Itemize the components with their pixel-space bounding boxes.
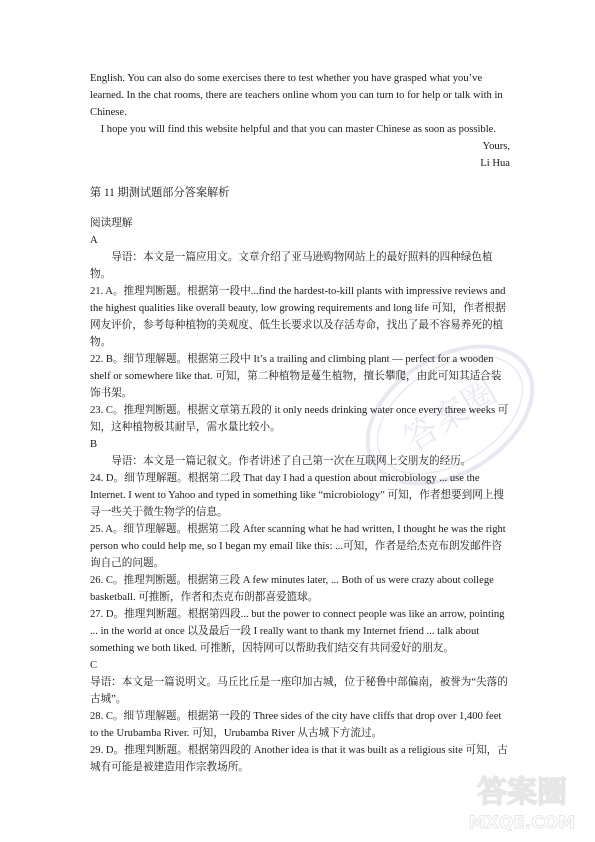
logo-watermark-sub: MXQE.COM — [468, 813, 576, 833]
passage-label-b: B — [90, 439, 98, 450]
passage-c-intro: 导语：本文是一篇说明文。马丘比丘是一座印加古城，位于秘鲁中部偏南，被誉为“失落的古城”。 — [90, 677, 508, 705]
logo-watermark — [462, 768, 588, 834]
letter-closing: Yours, — [482, 141, 510, 152]
answer-item: 25. A。细节理解题。根据第二段 After scanning what he had written, I thought he was the right person who could help me, so I began my email like this: ...可知，作者是给杰克布朗发邮件咨询自己的问题。 — [90, 524, 506, 569]
passage-b-intro: 导语：本文是一篇记叙文。作者讲述了自己第一次在互联网上交朋友的经历。 — [111, 456, 472, 467]
page-content — [90, 70, 510, 776]
answer-item: 27. D。推理判断题。根据第四段... but the power to connect people was like an arrow, pointing ... in the world at once 以及最后一段 I really want to thank my Internet friend ... talk about something we both liked. 可推断，因特网可以帮助我们结交有共同爱好的朋友。 — [90, 609, 505, 654]
answer-item: 28. C。细节理解题。根据第一段的 Three sides of the city have cliffs that drop over 1,400 feet to the Urubamba River. 可知，Urubamba River 从古城下方流过。 — [90, 711, 502, 739]
answer-item: 21. A。推理判断题。根据第一段中...find the hardest-to-kill plants with impressive reviews and the highest qualities like overall beauty, low growing requirements and long life 可知，作者根据网友评价，参考每种植物的美观度、低生长要求以及存活寿命，找出了最不容易养死的植物。 — [90, 286, 506, 348]
logo-watermark-main: 答案圈 — [477, 775, 567, 810]
answer-item: 26. C。推理判断题。根据第三段 A few minutes later, ... Both of us were crazy about college basketball. 可推断，作者和杰克布朗都喜爱篮球。 — [90, 575, 494, 603]
passage-label-c: C — [90, 660, 98, 671]
answer-item: 24. D。细节理解题。根据第二段 That day I had a question about microbiology ... use the Internet. I went to Yahoo and typed in something like “microbiology” 可知，作者想要到网上搜寻一些关于微生物学的信息。 — [90, 473, 504, 518]
answer-item: 22. B。细节理解题。根据第三段中 It’s a trailing and climbing plant — perfect for a wooden shelf or somewhere like that. 可知，第二种植物是蔓生植物，擅长攀爬，由此可知其适合装饰书架。 — [90, 354, 502, 399]
section-heading-reading: 阅读理解 — [90, 218, 133, 229]
letter-paragraph-2: I hope you will find this website helpful and that you can master Chinese as soon as possible. — [100, 124, 497, 135]
letter-paragraph-1: English. You can also do some exercises there to test whether you have grasped what you’ve learned. In the chat rooms, there are teachers online whom you can turn to for help or talk with in Chinese. — [90, 73, 503, 118]
answers-title: 第 11 期测试题部分答案解析 — [90, 187, 230, 199]
letter-signature: Li Hua — [480, 158, 510, 169]
passage-label-a: A — [90, 235, 98, 246]
passage-a-intro: 导语：本文是一篇应用文。文章介绍了亚马逊购物网站上的最好照料的四种绿色植物。 — [90, 252, 493, 280]
answer-item: 29. D。推理判断题。根据第四段的 Another idea is that it was built as a religious site 可知，古城有可能是被建造用作宗教场所。 — [90, 745, 508, 773]
answer-item: 23. C。推理判断题。根据文章第五段的 it only needs drinking water once every three weeks 可知，这种植物极其耐旱，需水量比较小。 — [90, 405, 509, 433]
stamp-watermark-text: 答案圈 — [396, 371, 505, 460]
